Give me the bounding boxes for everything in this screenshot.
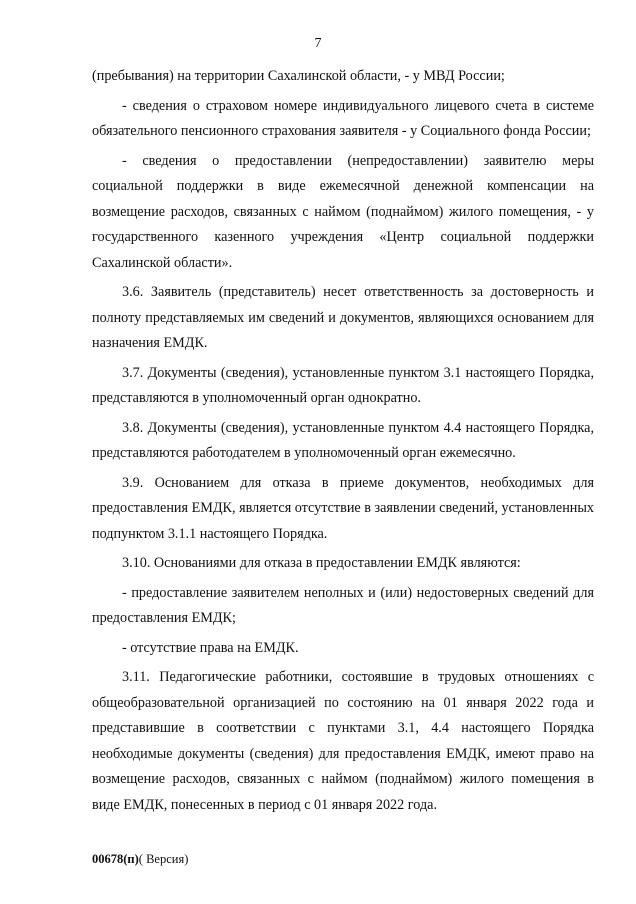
paragraph-2: - сведения о страховом номере индивидуального лицевого счета в системе обязательного пенсионного страхования заявителя - у Социального фонда России; xyxy=(92,97,594,139)
page-number: 7 xyxy=(314,36,322,51)
paragraph-10: - отсутствие права на ЕМДК. xyxy=(122,639,299,656)
paragraph-4: 3.6. Заявитель (представитель) несет ответственность за достоверность и полноту представляемых им сведений и документов, являющихся основанием для назначения ЕМДК. xyxy=(92,284,594,351)
paragraph-6: 3.8. Документы (сведения), установленные пунктом 4.4 настоящего Порядка, представляются работодателем в уполномоченный орган ежемесячно. xyxy=(92,419,594,461)
document-footer xyxy=(92,852,188,867)
paragraph-8: 3.10. Основаниями для отказа в предоставлении ЕМДК являются: xyxy=(122,555,521,571)
paragraph-9: - предоставление заявителем неполных и (или) недостоверных сведений для предоставления ЕМДК; xyxy=(92,584,594,626)
document-version: ( Версия) xyxy=(138,852,189,866)
document-body xyxy=(92,64,594,822)
document-code: 00678(п) xyxy=(92,852,139,866)
paragraph-7: 3.9. Основанием для отказа в приеме документов, необходимых для предоставления ЕМДК, является отсутствие в заявлении сведений, установленных подпунктом 3.1.1 настоящего Порядка. xyxy=(92,474,595,542)
paragraph-11: 3.11. Педагогические работники, состоявшие в трудовых отношениях с общеобразовательной организацией по состоянию на 01 января 2022 года и представившие в соответствии с пунктами 3.1, 4.4 настоящего Порядка необходимые документы (сведения) для предоставления ЕМДК, имеют право на возмещение расходов, связанных с наймом (поднаймом) жилого помещения в виде ЕМДК, понесенных в период с 01 января 2022 года. xyxy=(92,669,594,813)
paragraph-3: - сведения о предоставлении (непредоставлении) заявителю меры социальной поддержки в виде ежемесячной денежной компенсации на возмещение расходов, связанных с наймом (поднаймом) жилого помещения, - у государственного казенного учреждения «Центр социальной поддержки Сахалинской области». xyxy=(92,152,594,271)
paragraph-1: (пребывания) на территории Сахалинской области, - у МВД России; xyxy=(92,68,505,84)
paragraph-5: 3.7. Документы (сведения), установленные пунктом 3.1 настоящего Порядка, представляются в уполномоченный орган однократно. xyxy=(92,364,594,406)
